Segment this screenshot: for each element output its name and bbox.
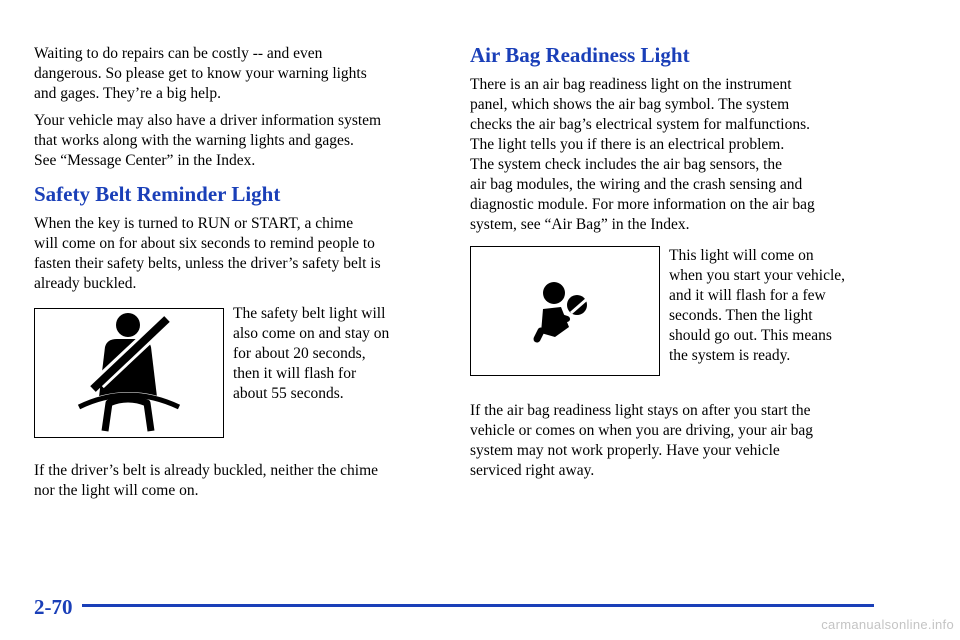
air-bag-paragraph: There is an air bag readiness light on the instrument panel, which shows the air bag symbol. The system checks the air bag’s electrical system for malfunctions. The light tells you if there is an electrical problem. The system check includes the air bag sensors, the air bag modules, the wiring and the crash sensing and diagnostic module. For more information on the air bag system, see “Air Bag” in the Index. [470,76,815,233]
air-bag-light-caption: This light will come on when you start your vehicle, and it will flash for a few seconds. Then the light should go out. This means the system is ready. [669,247,846,364]
safety-belt-light-figure [34,308,224,438]
seatbelt-person-icon [35,309,222,436]
intro-paragraph-1: Waiting to do repairs can be costly -- and even dangerous. So please get to know your warning lights and gages. They’re a big help. [34,45,367,102]
airbag-person-icon [471,247,658,374]
air-bag-light-figure [470,246,660,376]
page-number: 2-70 [34,595,73,619]
safety-belt-closing: If the driver’s belt is already buckled, neither the chime nor the light will come on. [34,462,379,499]
safety-belt-paragraph: When the key is turned to RUN or START, a chime will come on for about six seconds to remind people to fasten their safety belts, unless the driver’s safety belt is already buckled. [34,215,381,292]
air-bag-heading: Air Bag Readiness Light [470,43,690,67]
watermark: carmanualsonline.info [821,617,954,632]
intro-paragraph-2: Your vehicle may also have a driver information system that works along with the warning lights and gages. See “Message Center” in the Index. [34,112,382,169]
air-bag-closing: If the air bag readiness light stays on after you start the vehicle or comes on when you are driving, your air bag system may not work properly. Have your vehicle serviced right away. [470,402,814,479]
footer-rule [82,604,874,607]
safety-belt-light-caption: The safety belt light will also come on and stay on for about 20 seconds, then it will flash for about 55 seconds. [233,305,390,402]
safety-belt-heading: Safety Belt Reminder Light [34,182,281,206]
